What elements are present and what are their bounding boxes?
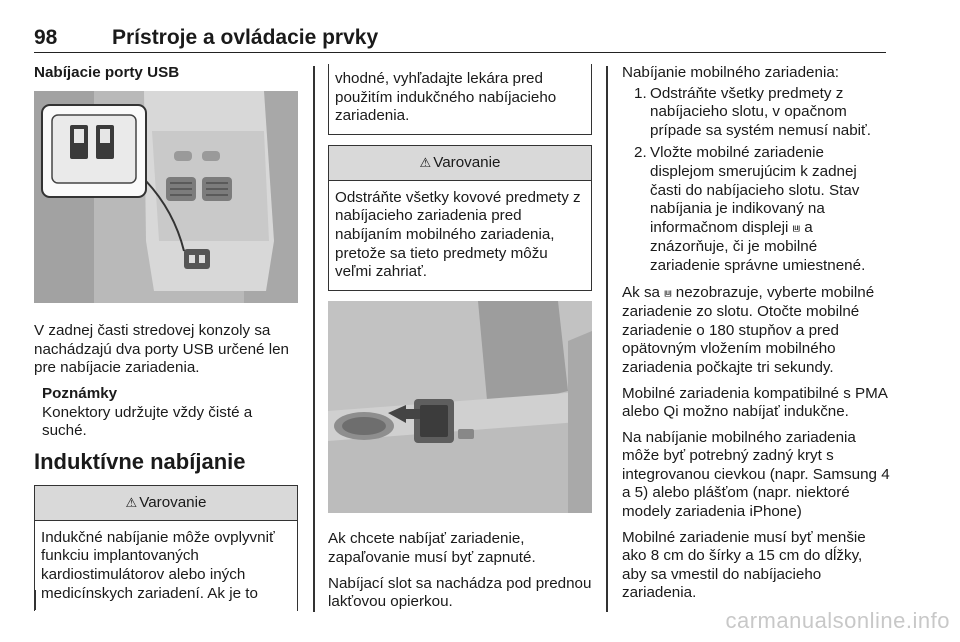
cover-paragraph: Na nabíjanie mobilného zariadenia môže byť potrebný zadný kryt s integrovanou cievkou (napr. Samsung 4 a 5) alebo plášťom (napr. niektoré modely zariadenia iPhone)	[622, 428, 890, 521]
page-header	[34, 26, 886, 53]
step-2-number: 2.	[634, 144, 647, 162]
column-divider	[606, 66, 608, 612]
watermark: carmanualsonline.info	[725, 608, 950, 633]
step-2	[632, 144, 890, 275]
step-2-text-b: a znázorňuje, či je mobilné zariadenie správne umiestnené.	[650, 218, 866, 274]
charging-slot-photo	[328, 301, 592, 519]
warning-label-2: Varovanie	[433, 153, 501, 171]
charging-intro: Nabíjanie mobilného zariadenia:	[622, 64, 839, 81]
step-2-text-a: Vložte mobilné zariadenie displejom smerujúcim k zadnej časti do nabíjacieho slotu. Stav nabíjania je indikovaný na informačnom displeji	[650, 144, 860, 236]
warning-label: Varovanie	[139, 493, 207, 511]
note-label: Poznámky	[42, 384, 118, 402]
column-1	[34, 64, 298, 611]
note-text: Konektory udržujte vždy čisté a suché.	[42, 403, 253, 440]
warning-box-2	[328, 145, 592, 291]
section-heading: Induktívne nabíjanie	[34, 448, 246, 474]
icon-missing-text-a: Ak sa	[622, 283, 660, 301]
warning-header	[35, 486, 297, 521]
warning-box-edge	[297, 590, 299, 610]
warning-triangle-icon: ⚠	[125, 495, 138, 511]
compatibility-paragraph: Mobilné zariadenia kompatibilné s PMA alebo Qi možno nabíjať indukčne.	[622, 384, 888, 421]
warning-text-2: Odstráňte všetky kovové predmety z nabíjacieho zariadenia pred nabíjaním mobilného zariadenia, pretože sa tieto predmety môžu veľmi zahriať.	[335, 188, 581, 281]
charging-steps	[622, 85, 890, 276]
size-paragraph: Mobilné zariadenie musí byť menšie ako 8 cm do šírky a 15 cm do dĺžky, aby sa vmestil do nabíjacieho zariadenia.	[622, 528, 866, 602]
step-1-text: Odstráňte všetky predmety z nabíjacieho slotu, v opačnom prípade sa systém nemusí nabiť.	[650, 84, 871, 139]
charging-slot-illustration	[328, 301, 592, 513]
icon-missing-paragraph	[622, 284, 890, 378]
warning-box	[34, 485, 298, 611]
warning-box-edge	[34, 590, 36, 610]
page-number: 98	[34, 26, 58, 49]
warning-triangle-icon: ⚠	[419, 155, 432, 171]
usb-ports-illustration	[34, 91, 298, 303]
warning-continuation	[328, 64, 592, 135]
column-divider	[313, 66, 315, 612]
note-block	[34, 385, 298, 441]
step-2-text	[650, 144, 890, 275]
column-2	[328, 64, 592, 619]
warning-text: Indukčné nabíjanie môže ovplyvniť funkciu implantovaných kardiostimulátorov alebo iných medicínskych zariadení. Ak je to	[41, 528, 275, 602]
step-1-number: 1.	[634, 84, 647, 102]
usb-subheading: Nabíjacie porty USB	[34, 64, 180, 81]
warning-continuation-text: vhodné, vyhľadajte lekára pred použitím indukčného nabíjacieho zariadenia.	[335, 70, 557, 125]
wireless-charging-icon: ⩏	[792, 220, 800, 236]
ignition-paragraph: Ak chcete nabíjať zariadenie, zapaľovanie musí byť zapnuté.	[328, 530, 536, 566]
icon-missing-text-b: nezobrazuje, vyberte mobilné zariadenie zo slotu. Otočte mobilné zariadenie o 180 stupňov a pred opätovným vložením mobilného zariadenia počkajte tri sekundy.	[622, 283, 875, 376]
wireless-charging-icon: ⩏	[664, 285, 672, 301]
slot-location-paragraph: Nabíjací slot sa nachádza pod prednou lakťovou opierkou.	[328, 574, 592, 611]
usb-ports-photo	[34, 91, 298, 309]
warning-header-2	[329, 146, 591, 181]
column-3	[622, 64, 890, 610]
page-title: Prístroje a ovládacie prvky	[112, 26, 379, 49]
usb-paragraph: V zadnej časti stredovej konzoly sa nachádzajú dva porty USB určené len pre nabíjacie zariadenia.	[34, 322, 289, 377]
step-1	[632, 85, 890, 141]
